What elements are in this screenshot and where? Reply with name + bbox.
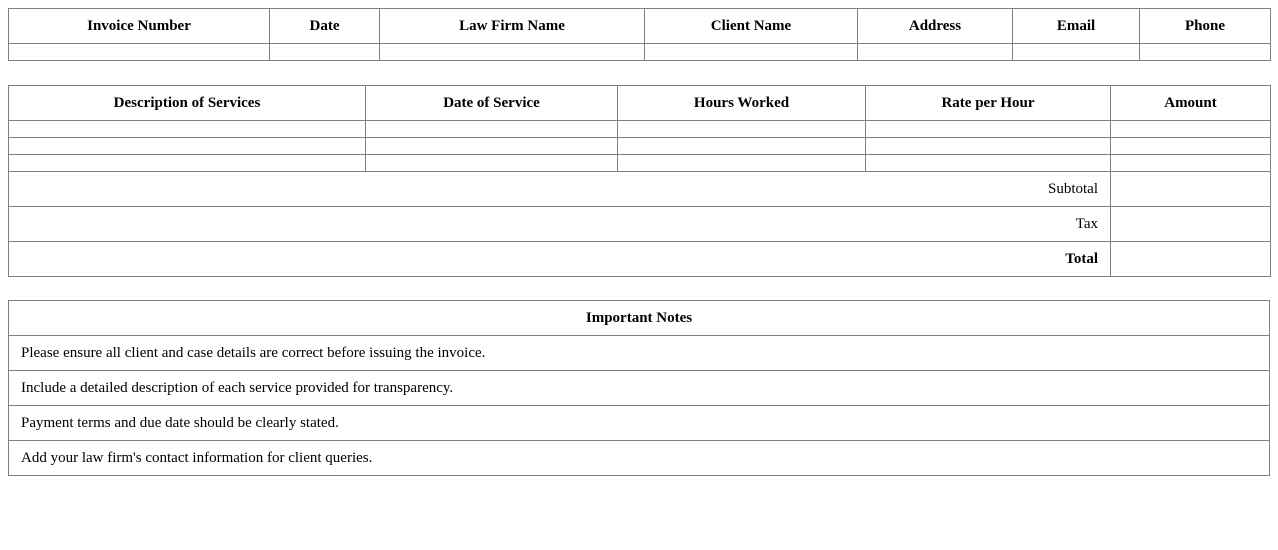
note-row: [9, 371, 1270, 406]
amount-cell[interactable]: [1111, 155, 1271, 172]
date-cell[interactable]: [270, 44, 380, 61]
law-firm-name-cell[interactable]: [380, 44, 645, 61]
rate-per-hour-cell[interactable]: [866, 138, 1111, 155]
note-item: Please ensure all client and case details are correct before issuing the invoice.: [9, 336, 1270, 371]
service-row: [9, 138, 1271, 155]
note-item: Include a detailed description of each service provided for transparency.: [9, 371, 1270, 406]
total-row: [9, 242, 1271, 277]
column-header-description: Description of Services: [9, 86, 366, 121]
column-header-amount: Amount: [1111, 86, 1271, 121]
note-row: [9, 336, 1270, 371]
note-row: [9, 406, 1270, 441]
services-table: [8, 85, 1271, 277]
invoice-header-table: [8, 8, 1271, 61]
tax-row: [9, 207, 1271, 242]
column-header-address: Address: [858, 9, 1013, 44]
hours-worked-cell[interactable]: [618, 138, 866, 155]
description-cell[interactable]: [9, 155, 366, 172]
invoice-number-cell[interactable]: [9, 44, 270, 61]
column-header-date-of-service: Date of Service: [366, 86, 618, 121]
column-header-phone: Phone: [1140, 9, 1271, 44]
column-header-law-firm-name: Law Firm Name: [380, 9, 645, 44]
description-cell[interactable]: [9, 138, 366, 155]
notes-table: [8, 300, 1270, 476]
note-item: Add your law firm's contact information for client queries.: [9, 441, 1270, 476]
date-of-service-cell[interactable]: [366, 155, 618, 172]
address-cell[interactable]: [858, 44, 1013, 61]
total-value-cell[interactable]: [1111, 242, 1271, 277]
column-header-invoice-number: Invoice Number: [9, 9, 270, 44]
note-row: [9, 441, 1270, 476]
amount-cell[interactable]: [1111, 121, 1271, 138]
service-row: [9, 121, 1271, 138]
notes-header-row: [9, 301, 1270, 336]
column-header-rate-per-hour: Rate per Hour: [866, 86, 1111, 121]
hours-worked-cell[interactable]: [618, 121, 866, 138]
subtotal-value-cell[interactable]: [1111, 172, 1271, 207]
amount-cell[interactable]: [1111, 138, 1271, 155]
services-header-row: [9, 86, 1271, 121]
tax-label: Tax: [9, 207, 1111, 242]
date-of-service-cell[interactable]: [366, 138, 618, 155]
tax-value-cell[interactable]: [1111, 207, 1271, 242]
notes-title: Important Notes: [9, 301, 1270, 336]
total-label: Total: [9, 242, 1111, 277]
rate-per-hour-cell[interactable]: [866, 155, 1111, 172]
client-name-cell[interactable]: [645, 44, 858, 61]
column-header-email: Email: [1013, 9, 1140, 44]
rate-per-hour-cell[interactable]: [866, 121, 1111, 138]
invoice-data-row: [9, 44, 1271, 61]
note-item: Payment terms and due date should be clearly stated.: [9, 406, 1270, 441]
column-header-client-name: Client Name: [645, 9, 858, 44]
description-cell[interactable]: [9, 121, 366, 138]
column-header-date: Date: [270, 9, 380, 44]
email-cell[interactable]: [1013, 44, 1140, 61]
hours-worked-cell[interactable]: [618, 155, 866, 172]
service-row: [9, 155, 1271, 172]
date-of-service-cell[interactable]: [366, 121, 618, 138]
subtotal-row: [9, 172, 1271, 207]
invoice-header-row: [9, 9, 1271, 44]
subtotal-label: Subtotal: [9, 172, 1111, 207]
phone-cell[interactable]: [1140, 44, 1271, 61]
column-header-hours-worked: Hours Worked: [618, 86, 866, 121]
